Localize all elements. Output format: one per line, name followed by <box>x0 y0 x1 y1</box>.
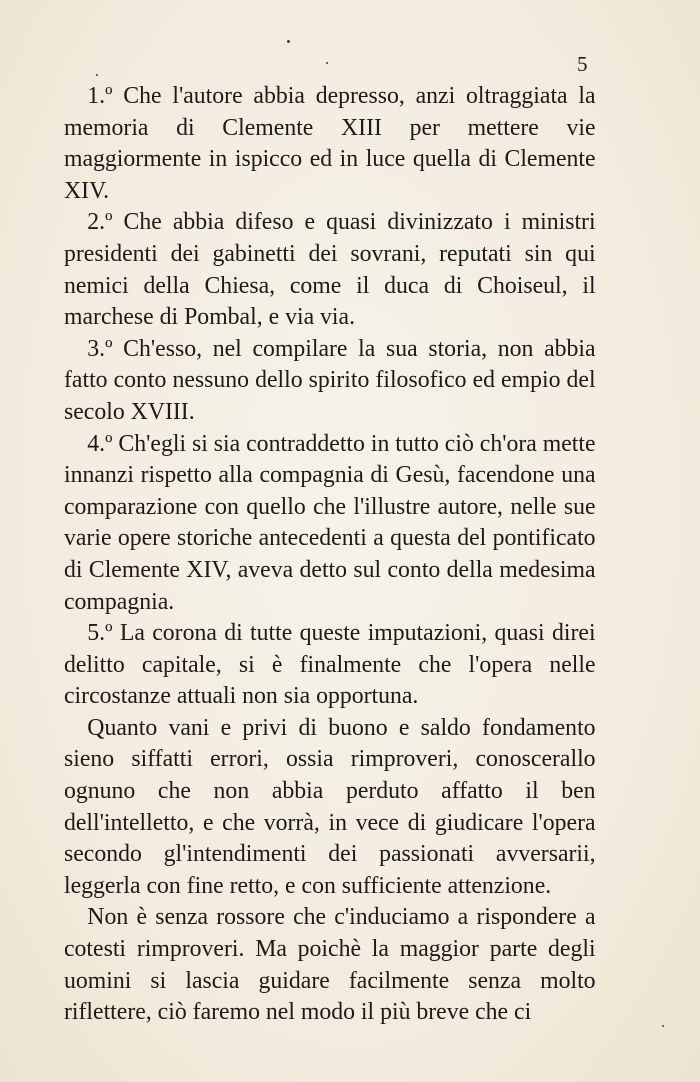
ink-speck <box>96 74 98 76</box>
ink-speck <box>287 40 290 43</box>
paragraph-3: 3.º Ch'esso, nel compilare la sua storia, non abbia fatto conto nessuno dello spirito filosofico ed empio del secolo XVIII. <box>64 334 596 425</box>
paragraph-5: 5.º La corona di tutte queste imputazioni, quasi direi delitto capitale, si è finalmente che l'opera nelle circostanze attuali non sia opportuna. <box>64 619 596 710</box>
paragraph-6: Quanto vani e privi di buono e saldo fondamento sieno siffatti errori, ossia rimproveri, conoscerallo ognuno che non abbia perduto affatto il ben dell'intelletto, e che vorrà, in vece di giudicare l'opera secondo gl'intendimenti dei passionati avversarii, leggerla con fine retto, e con sufficiente attenzione. <box>64 713 596 899</box>
body-text <box>64 80 596 1028</box>
paragraph-1: 1.º Che l'autore abbia depresso, anzi oltraggiata la memoria di Clemente XIII per mettere vie maggiormente in ispicco ed in luce quella di Clemente XIV. <box>64 82 596 204</box>
paragraph-4: 4.º Ch'egli si sia contraddetto in tutto ciò ch'ora mette innanzi rispetto alla compagnia di Gesù, facendone una comparazione con quello che l'illustre autore, nelle sue varie opere storiche antecedenti a questa del pontificato di Clemente XIV, aveva detto sul conto della medesima compagnia. <box>64 429 596 615</box>
ink-speck <box>662 1025 664 1027</box>
ink-speck <box>326 62 328 64</box>
paragraph-7: Non è senza rossore che c'induciamo a rispondere a cotesti rimproveri. Ma poichè la maggior parte degli uomini si lascia guidare facilmente senza molto riflettere, ciò faremo nel modo il più breve che ci <box>64 903 596 1026</box>
paragraph-2: 2.º Che abbia difeso e quasi divinizzato i ministri presidenti dei gabinetti dei sovrani, reputati sin qui nemici della Chiesa, come il duca di Choiseul, il marchese di Pombal, e via via. <box>64 208 596 331</box>
page-number: 5 <box>577 52 588 76</box>
